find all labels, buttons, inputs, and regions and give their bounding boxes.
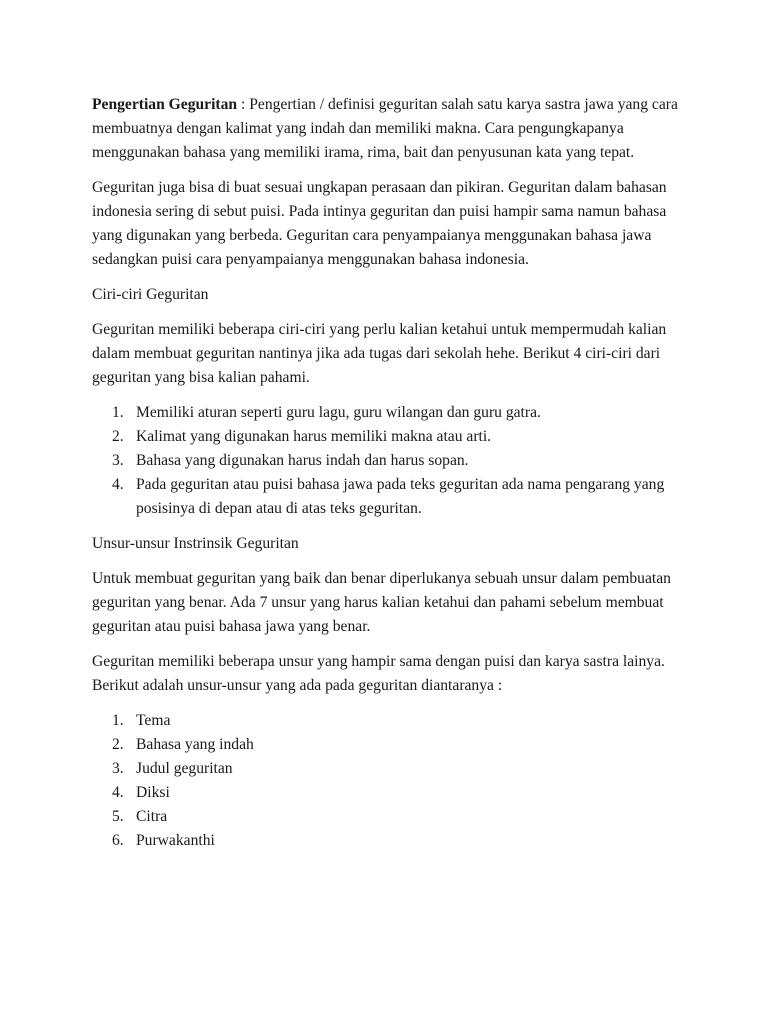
list-number: 6.	[112, 832, 124, 849]
list-text: Memiliki aturan seperti guru lagu, guru wilangan dan guru gatra.	[136, 404, 541, 421]
list-item	[92, 709, 692, 733]
list-text: Diksi	[136, 784, 170, 801]
document-page	[92, 93, 692, 864]
list-item	[92, 425, 692, 449]
ciri-paragraph: Geguritan memiliki beberapa ciri-ciri yang perlu kalian ketahui untuk mempermudah kalian dalam membuat geguritan nantinya jika ada tugas dari sekolah hehe. Berikut 4 ciri-ciri dari geguritan yang bisa kalian pahami.	[92, 321, 667, 386]
list-item	[92, 449, 692, 473]
list-number: 2.	[112, 428, 124, 445]
list-text: Judul geguritan	[136, 760, 233, 777]
intro-term: Pengertian Geguritan	[92, 96, 238, 113]
unsur-heading: Unsur-unsur Instrinsik Geguritan	[92, 535, 299, 552]
list-number: 1.	[112, 712, 124, 729]
list-item	[92, 401, 692, 425]
intro-paragraph	[92, 93, 692, 165]
unsur-paragraph-2: Geguritan memiliki beberapa unsur yang hampir sama dengan puisi dan karya sastra lainya. Berikut adalah unsur-unsur yang ada pada geguritan diantaranya :	[92, 653, 665, 694]
intro-definition: : Pengertian / definisi geguritan salah satu karya sastra jawa yang cara membuatnya dengan kalimat yang indah dan memiliki makna. Cara pengungkapanya menggunakan bahasa yang memiliki irama, rima, bait dan penyusunan kata yang tepat.	[92, 96, 678, 161]
list-item	[92, 733, 692, 757]
list-text: Purwakanthi	[136, 832, 215, 849]
list-item	[92, 781, 692, 805]
list-text: Bahasa yang digunakan harus indah dan harus sopan.	[136, 452, 469, 469]
list-text: Citra	[136, 808, 168, 825]
list-text: Pada geguritan atau puisi bahasa jawa pada teks geguritan ada nama pengarang yang posisinya di depan atau di atas teks geguritan.	[136, 476, 665, 517]
list-number: 5.	[112, 808, 124, 825]
list-number: 4.	[112, 476, 124, 493]
list-text: Tema	[136, 712, 171, 729]
unsur-paragraph-1: Untuk membuat geguritan yang baik dan benar diperlukanya sebuah unsur dalam pembuatan geguritan yang benar. Ada 7 unsur yang harus kalian ketahui dan pahami sebelum membuat geguritan atau puisi bahasa jawa yang benar.	[92, 570, 671, 635]
ciri-list	[92, 401, 692, 521]
list-item	[92, 829, 692, 853]
list-number: 2.	[112, 736, 124, 753]
list-number: 4.	[112, 784, 124, 801]
ciri-heading: Ciri-ciri Geguritan	[92, 286, 209, 303]
list-number: 3.	[112, 760, 124, 777]
list-text: Bahasa yang indah	[136, 736, 254, 753]
list-number: 3.	[112, 452, 124, 469]
intro-paragraph-2: Geguritan juga bisa di buat sesuai ungkapan perasaan dan pikiran. Geguritan dalam bahasan indonesia sering di sebut puisi. Pada intinya geguritan dan puisi hampir sama namun bahasa yang digunakan yang berbeda. Geguritan cara penyampaianya menggunakan bahasa jawa sedangkan puisi cara penyampaianya menggunakan bahasa indonesia.	[92, 179, 667, 268]
list-number: 1.	[112, 404, 124, 421]
unsur-list	[92, 709, 692, 853]
list-item	[92, 757, 692, 781]
list-text: Kalimat yang digunakan harus memiliki makna atau arti.	[136, 428, 492, 445]
list-item	[92, 473, 692, 521]
list-item	[92, 805, 692, 829]
